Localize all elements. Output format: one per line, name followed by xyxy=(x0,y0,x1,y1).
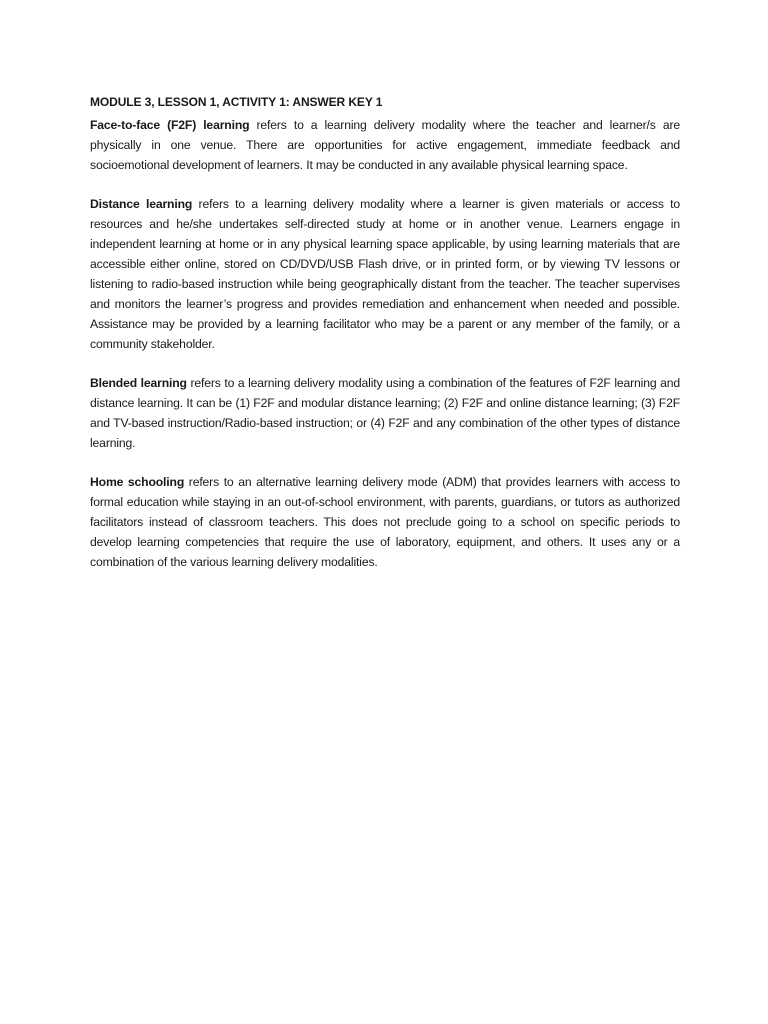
paragraph-home-schooling xyxy=(90,472,680,572)
document-page xyxy=(90,92,680,591)
definition-home-schooling: refers to an alternative learning delivery mode (ADM) that provides learners with access to formal education while staying in an out-of-school environment, with parents, guardians, or tutors as authorized facilitators instead of classroom teachers. This does not preclude going to a school on specific periods to develop learning competencies that require the use of laboratory, equipment, and others. It uses any or a combination of the various learning delivery modalities. xyxy=(90,475,680,569)
document-heading: MODULE 3, LESSON 1, ACTIVITY 1: ANSWER KEY 1 xyxy=(90,95,383,109)
paragraph-blended-learning xyxy=(90,373,680,453)
term-blended-learning: Blended learning xyxy=(90,376,187,390)
definition-face-to-face: refers to a learning delivery modality where the teacher and learner/s are physically in one venue. There are opportunities for active engagement, immediate feedback and socioemotional development of learners. It may be conducted in any available physical learning space. xyxy=(90,118,680,172)
term-face-to-face: Face-to-face (F2F) learning xyxy=(90,118,250,132)
paragraph-face-to-face xyxy=(90,115,680,175)
definition-blended-learning: refers to a learning delivery modality using a combination of the features of F2F learning and distance learning. It can be (1) F2F and modular distance learning; (2) F2F and online distance learning; (3) F2F and TV-based instruction/Radio-based instruction; or (4) F2F and any combination of the other types of distance learning. xyxy=(90,376,680,450)
paragraph-distance-learning xyxy=(90,194,680,354)
term-distance-learning: Distance learning xyxy=(90,197,193,211)
definition-distance-learning: refers to a learning delivery modality where a learner is given materials or access to resources and he/she undertakes self-directed study at home or in another venue. Learners engage in independent learning at home or in any physical learning space applicable, by using learning materials that are accessible either online, stored on CD/DVD/USB Flash drive, or in printed form, or by viewing TV lessons or listening to radio-based instruction while being geographically distant from the teacher. The teacher supervises and monitors the learner’s progress and provides remediation and enhancement when needed and possible. Assistance may be provided by a learning facilitator who may be a parent or any member of the family, or a community stakeholder. xyxy=(90,197,680,351)
term-home-schooling: Home schooling xyxy=(90,475,185,489)
